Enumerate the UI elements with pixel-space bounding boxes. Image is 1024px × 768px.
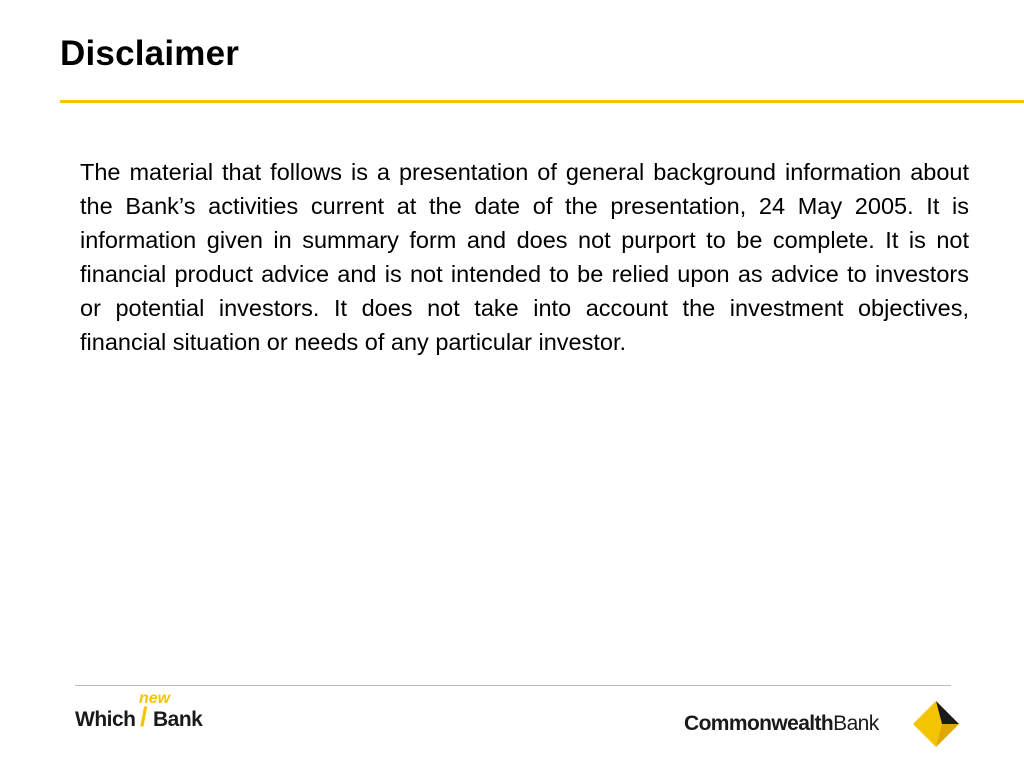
commonwealth-bank-logo <box>684 700 964 752</box>
logo-slash-mark: / <box>140 702 148 732</box>
cba-diamond-icon <box>912 700 960 748</box>
logo-bank-text: Bank <box>153 708 203 731</box>
which-new-bank-logo <box>75 690 225 740</box>
cba-wordmark-commonwealth: Commonwealth <box>684 712 834 735</box>
cba-wordmark <box>684 712 879 736</box>
logo-which-text: Which <box>75 708 136 731</box>
cba-wordmark-bank: Bank <box>833 712 879 735</box>
slide-title: Disclaimer <box>60 34 240 73</box>
logo-new-text: new <box>139 690 171 707</box>
title-underline <box>60 100 1024 103</box>
disclaimer-text: The material that follows is a presentation of general background information about the Bank’s activities current at the date of the presentation, 24 May 2005. It is information given in summary form and does not purport to be complete. It is not financial product advice and is not intended to be relied upon as advice to investors or potential investors. It does not take into account the investment objectives, financial situation or needs of any particular investor. <box>80 159 969 355</box>
footer-divider <box>75 685 951 686</box>
